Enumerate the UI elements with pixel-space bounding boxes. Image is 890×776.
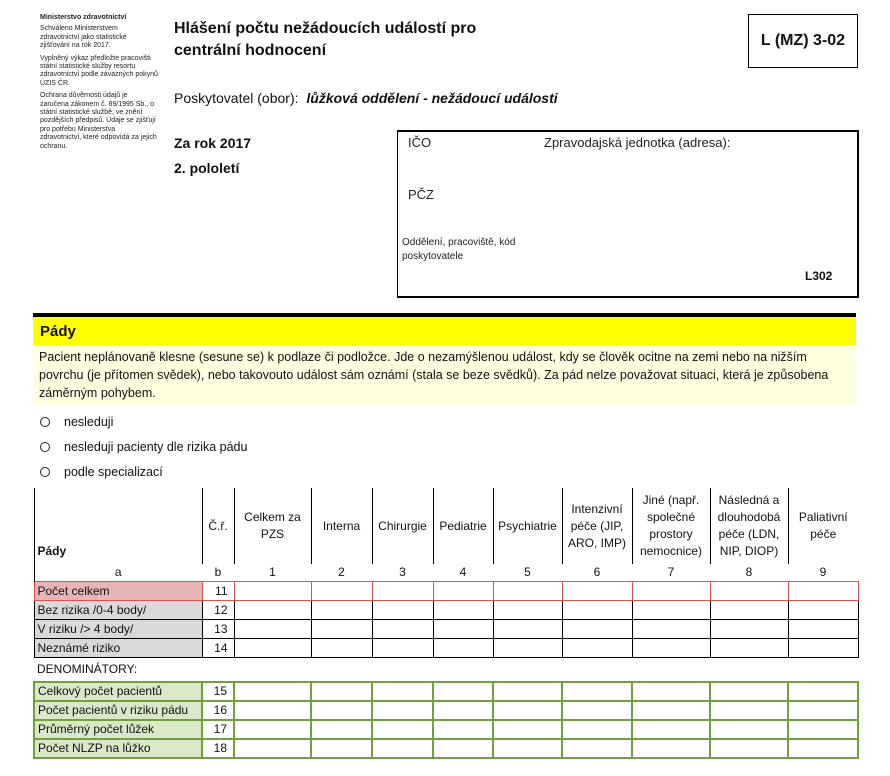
col-header-8: Následná a dlouhodobá péče (LDN, NIP, DIOP)	[710, 488, 788, 564]
data-cell[interactable]	[788, 682, 858, 701]
data-cell[interactable]	[562, 582, 632, 601]
table-row	[34, 639, 858, 658]
option-specializace[interactable]	[40, 465, 163, 479]
col-num-6: 6	[593, 565, 601, 579]
data-cell[interactable]	[372, 620, 433, 639]
section-description: Pacient neplánovaně klesne (sesune se) k podlaze či podložce. Jde o nezamýšlenou událost, kdy se člověk ocitne na zemi nebo na nižším povrchu (je přítomen svědek), nebo takovouto událost sám oznámí (stala se beze svědků). Za pád nelze považovat situaci, která je způsobena záměrným pohybem.	[33, 345, 856, 405]
data-cell[interactable]	[710, 582, 788, 601]
data-cell[interactable]	[234, 601, 311, 620]
ministry-info	[40, 14, 158, 151]
col-header-4: Pediatrie	[433, 488, 493, 564]
data-cell[interactable]	[788, 601, 858, 620]
data-cell[interactable]	[493, 720, 562, 739]
radio-icon[interactable]	[40, 467, 50, 477]
pcz-field[interactable]: PČZ	[408, 187, 434, 202]
approval-note: Schváleno Ministerstvem zdravotnictví jako statistické zjišťování na rok 2017.	[40, 25, 127, 50]
data-cell[interactable]	[632, 720, 710, 739]
ministry-name: Ministerstvo zdravotnictví	[40, 14, 127, 21]
option-label: podle specializací	[64, 465, 163, 479]
data-cell[interactable]	[632, 601, 710, 620]
data-cell[interactable]	[788, 582, 858, 601]
data-cell[interactable]	[710, 701, 788, 720]
department-field[interactable]: Oddělení, pracoviště, kód poskytovatele	[402, 237, 516, 262]
data-cell[interactable]	[710, 620, 788, 639]
data-cell[interactable]	[372, 720, 433, 739]
data-cell[interactable]	[788, 739, 858, 758]
table-row	[34, 739, 858, 758]
table-row	[34, 701, 858, 720]
data-cell[interactable]	[710, 639, 788, 658]
option-label: nesleduji pacienty dle rizika pádu	[64, 440, 248, 454]
data-cell[interactable]	[493, 639, 562, 658]
table-row	[34, 620, 858, 639]
col-header-3: Chirurgie	[372, 488, 433, 564]
option-nesleduji-riziko[interactable]	[40, 440, 247, 454]
col-num-9: 9	[819, 565, 827, 579]
row-label: Bez rizika /0-4 body/	[34, 601, 202, 620]
table-row	[34, 720, 858, 739]
provider-value: lůžková oddělení - nežádoucí události	[306, 90, 558, 106]
report-year: Za rok 2017	[174, 135, 252, 151]
data-cell[interactable]	[372, 701, 433, 720]
data-cell[interactable]	[632, 682, 710, 701]
row-number: 11	[202, 582, 234, 601]
report-half: 2. pololetí	[174, 160, 240, 176]
data-cell[interactable]	[493, 601, 562, 620]
denominators-title: DENOMINÁTORY:	[37, 662, 138, 677]
row-label: Počet celkem	[34, 582, 202, 601]
option-label: nesleduji	[64, 415, 114, 429]
data-cell[interactable]	[234, 701, 311, 720]
col-num-7: 7	[667, 565, 675, 579]
data-cell[interactable]	[788, 720, 858, 739]
data-cell[interactable]	[433, 720, 493, 739]
section-title: Pády	[33, 313, 856, 347]
data-cell[interactable]	[632, 582, 710, 601]
row-label: Počet pacientů v riziku pádu	[34, 701, 202, 720]
data-cell[interactable]	[433, 682, 493, 701]
privacy-note: Ochrana důvěrnosti údajů je zaručena zákonem č. 89/1995 Sb., o státní statistické službě, ve znění pozdějších předpisů. Údaje se zjišťují pro potřebu Ministerstva zdravotnictví, které odpovídá za jejich ochranu.	[40, 92, 157, 150]
data-cell[interactable]	[632, 739, 710, 758]
data-cell[interactable]	[311, 601, 372, 620]
data-cell[interactable]	[632, 639, 710, 658]
data-cell[interactable]	[433, 620, 493, 639]
data-cell[interactable]	[562, 720, 632, 739]
data-cell[interactable]	[372, 639, 433, 658]
col-num-2: 2	[338, 565, 345, 579]
data-cell[interactable]	[234, 582, 311, 601]
data-cell[interactable]	[234, 639, 311, 658]
col-header-6: Intenzivní péče (JIP, ARO, IMP)	[562, 488, 632, 564]
col-b: b	[214, 565, 222, 579]
data-cell[interactable]	[562, 701, 632, 720]
col-num-8: 8	[745, 565, 753, 579]
table-row	[34, 582, 858, 601]
row-number: 15	[202, 682, 234, 701]
data-cell[interactable]	[234, 739, 311, 758]
report-title	[174, 18, 554, 62]
data-cell[interactable]	[562, 601, 632, 620]
data-cell[interactable]	[493, 739, 562, 758]
form-code: L (MZ) 3-02	[748, 14, 858, 68]
reporting-unit-field[interactable]: Zpravodajská jednotka (adresa):	[544, 135, 731, 150]
cr-header: Č.ř.	[202, 488, 234, 564]
data-cell[interactable]	[710, 682, 788, 701]
data-cell[interactable]	[433, 582, 493, 601]
row-number: 13	[202, 620, 234, 639]
col-num-5: 5	[524, 565, 531, 579]
data-cell[interactable]	[234, 682, 311, 701]
report-title-line2: centrální hodnocení	[174, 42, 327, 59]
identification-box	[397, 130, 859, 298]
data-cell[interactable]	[632, 620, 710, 639]
col-header-5: Psychiatrie	[493, 488, 562, 564]
col-num-4: 4	[459, 565, 467, 579]
data-cell[interactable]	[372, 739, 433, 758]
falls-table	[33, 488, 859, 759]
data-cell[interactable]	[493, 701, 562, 720]
row-label: Celkový počet pacientů	[34, 682, 202, 701]
data-cell[interactable]	[710, 739, 788, 758]
radio-icon[interactable]	[40, 442, 50, 452]
data-cell[interactable]	[234, 720, 311, 739]
row-label: Neznámé riziko	[34, 639, 202, 658]
row-header: Pády	[34, 488, 202, 564]
data-cell[interactable]	[493, 620, 562, 639]
col-header-9: Paliativní péče	[788, 488, 858, 564]
report-title-line1: Hlášení počtu nežádoucích událostí pro	[174, 20, 477, 37]
data-cell[interactable]	[788, 639, 858, 658]
data-cell[interactable]	[311, 720, 372, 739]
data-cell[interactable]	[562, 682, 632, 701]
data-cell[interactable]	[433, 601, 493, 620]
provider-label: Poskytovatel (obor):	[174, 90, 299, 106]
data-cell[interactable]	[710, 720, 788, 739]
data-cell[interactable]	[562, 620, 632, 639]
data-cell[interactable]	[311, 620, 372, 639]
row-label: Počet NLZP na lůžko	[34, 739, 202, 758]
data-cell[interactable]	[311, 682, 372, 701]
data-cell[interactable]	[433, 701, 493, 720]
row-number: 14	[202, 639, 234, 658]
data-cell[interactable]	[788, 701, 858, 720]
table-row	[34, 682, 858, 701]
col-header-7: Jiné (např. společné prostory nemocnice)	[632, 488, 710, 564]
row-number: 18	[202, 739, 234, 758]
data-cell[interactable]	[311, 701, 372, 720]
row-number: 16	[202, 701, 234, 720]
data-cell[interactable]	[372, 682, 433, 701]
col-a: a	[34, 564, 202, 582]
data-cell[interactable]	[562, 639, 632, 658]
row-number: 12	[202, 601, 234, 620]
col-header-1: Celkem za PZS	[234, 488, 311, 564]
data-cell[interactable]	[493, 682, 562, 701]
col-header-2: Interna	[311, 488, 372, 564]
col-num-1: 1	[269, 565, 276, 579]
data-cell[interactable]	[234, 620, 311, 639]
data-cell[interactable]	[372, 601, 433, 620]
submission-note: Vyplněný výkaz předložte pracovišti státní statistické služby resortu zdravotnictví podle závazných pokynů ÚZIS ČR.	[40, 54, 158, 87]
row-label: V riziku /> 4 body/	[34, 620, 202, 639]
radio-icon[interactable]	[40, 417, 50, 427]
form-id-code: L302	[805, 269, 833, 283]
data-cell[interactable]	[433, 739, 493, 758]
provider-line	[174, 90, 558, 106]
data-cell[interactable]	[632, 701, 710, 720]
col-num-3: 3	[399, 565, 406, 579]
ico-field[interactable]: IČO	[408, 135, 432, 150]
data-cell[interactable]	[562, 739, 632, 758]
option-nesleduji[interactable]	[40, 415, 113, 429]
data-cell[interactable]	[311, 739, 372, 758]
data-cell[interactable]	[433, 639, 493, 658]
row-number: 17	[202, 720, 234, 739]
data-cell[interactable]	[311, 639, 372, 658]
table-row	[34, 601, 858, 620]
data-cell[interactable]	[311, 582, 372, 601]
data-cell[interactable]	[710, 601, 788, 620]
data-cell[interactable]	[788, 620, 858, 639]
data-cell[interactable]	[493, 582, 562, 601]
row-label: Průměrný počet lůžek	[34, 720, 202, 739]
data-cell[interactable]	[372, 582, 433, 601]
